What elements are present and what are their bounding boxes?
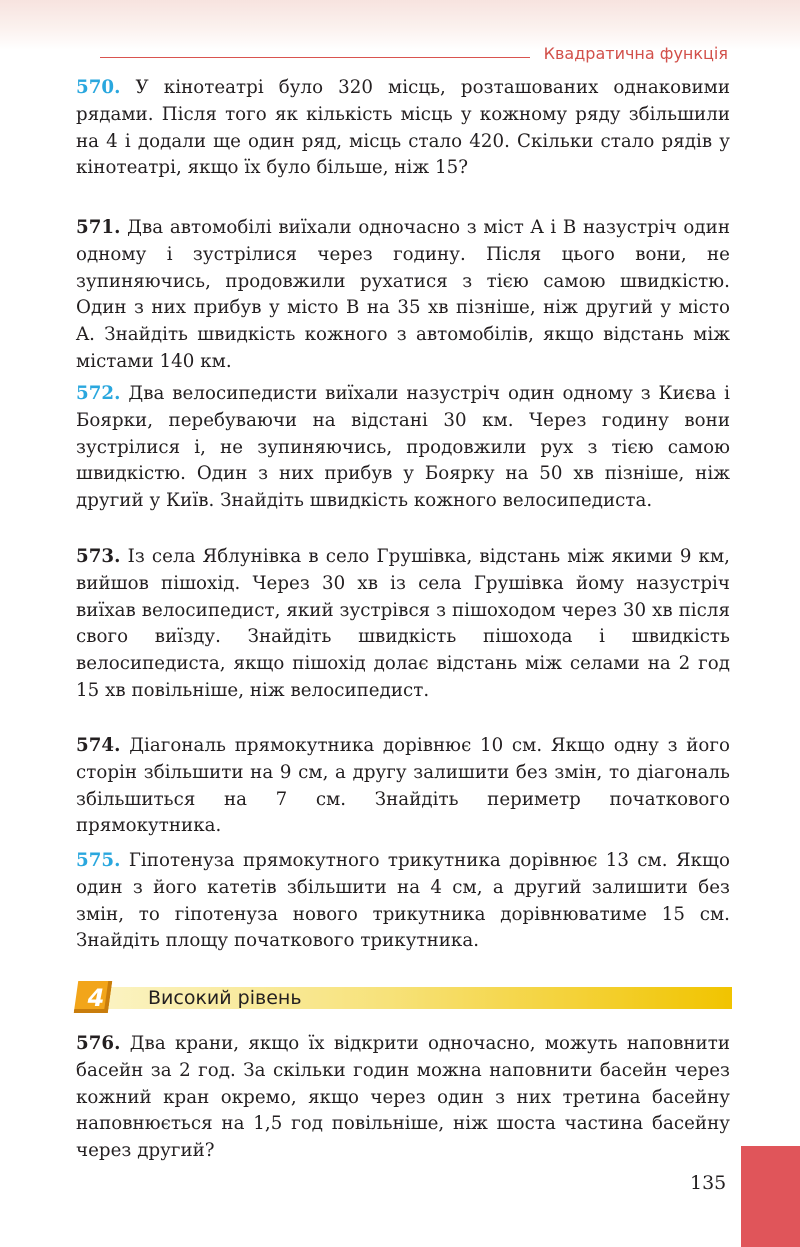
problem-text: Два велосипедисти виїхали назустріч один одному з Києва і Боярки, перебуваючи на відстані 30 км. Через годину вони зустрілися і, не зупиняючись, продовжили рух з тією самою швидкістю. Один з них прибув у Боярку на 50 хв пізніше, ніж другий у Київ. Знайдіть швидкість кожного велосипедиста.: [76, 383, 730, 512]
problem-number: 575.: [76, 850, 121, 871]
problem-574: [76, 733, 730, 840]
problem-text: Гіпотенуза прямокутного трикутника дорівнює 13 см. Якщо один з його катетів збільшити на 4 см, а другий залишити без змін, то гіпотенуза нового трикутника дорівнюватиме 15 см. Знайдіть площу початкового трикутника.: [76, 850, 730, 952]
problem-text: У кінотеатрі було 320 місць, розташованих однаковими рядами. Після того як кількість місць у кожному ряду збільшили на 4 і додали ще один ряд, місць стало 420. Скільки стало рядів у кінотеатрі, якщо їх було більше, ніж 15?: [76, 77, 730, 179]
problem-number: 574.: [76, 735, 121, 756]
problem-576: [76, 1031, 730, 1165]
problem-number: 573.: [76, 546, 121, 567]
section-title: Високий рівень: [148, 987, 302, 1009]
section-level-number: 4: [87, 984, 105, 1012]
problem-number: 570.: [76, 77, 121, 98]
problem-text: Два крани, якщо їх відкрити одночасно, можуть наповнити басейн за 2 год. За скільки годин можна наповнити басейн через кожний кран окремо, якщо через один з них третина басейну наповнюється на 1,5 год повільніше, ніж шоста частина басейну через другий?: [76, 1033, 730, 1162]
corner-tab: [741, 1146, 800, 1247]
problem-number: 576.: [76, 1033, 121, 1054]
page-number: 135: [690, 1172, 727, 1194]
header-rule: [100, 57, 530, 58]
problem-text: Діагональ прямокутника дорівнює 10 см. Якщо одну з його сторін збільшити на 9 см, а другу залишити без змін, то діагональ збільшиться на 7 см. Знайдіть периметр початкового прямокутника.: [76, 735, 730, 837]
problem-573: [76, 544, 730, 705]
running-head: Квадратична функція: [543, 44, 728, 63]
problem-575: [76, 848, 730, 955]
problem-572: [76, 381, 730, 515]
problem-number: 571.: [76, 217, 121, 238]
problem-text: Два автомобілі виїхали одночасно з міст A і B назустріч один одному і зустрілися через годину. Після цього вони, не зупиняючись, продовжили рухатися з тією самою швидкістю. Один з них прибув у місто B на 35 хв пізніше, ніж другий у місто A. Знайдіть швидкість кожного з автомобілів, якщо відстань між містами 140 км.: [76, 217, 730, 372]
problem-570: [76, 75, 730, 182]
section-header: [76, 983, 732, 1013]
problem-number: 572.: [76, 383, 121, 404]
header-band: [0, 0, 800, 50]
problem-text: Із села Яблунівка в село Грушівка, відстань між якими 9 км, вийшов пішохід. Через 30 хв із села Грушівка йому назустріч виїхав велосипедист, який зустрівся з пішоходом через 30 хв після свого виїзду. Знайдіть швидкість пішохода і швидкість велосипедиста, якщо пішохід долає відстань між селами на 2 год 15 хв повільніше, ніж велосипедист.: [76, 546, 730, 701]
problem-571: [76, 215, 730, 376]
